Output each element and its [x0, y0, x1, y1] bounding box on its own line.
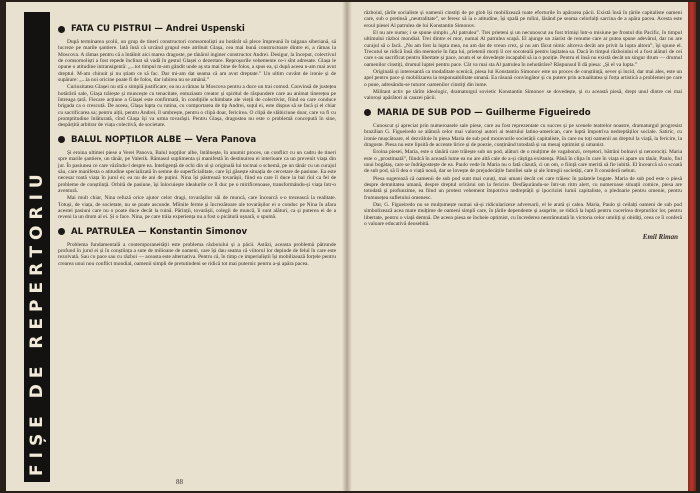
paragraph: Dar, G. Figueiredo nu se mulțumește numai să-și ridicularizeze adversarii, el le arată și calea. Maria, Paulo și ceilalți oameni de sub pod simbolizează acea mare mulțime de oameni simpli care, în țările dependente și asuprite, se ridică la luptă pentru cucerirea drepturilor lor, pentru libertate, pentru o viață demnă. De aceea piesa se încheie optimist, cu încrederea nestrămutată în victoria celor umiliți și obidiți, ceea ce îi conferă o valoare educativă deosebită.: [364, 201, 682, 227]
paragraph: Eroina piesei, Maria, este o tânără care trăiește sub un pod, alături de o mulțime de vagabonzi, cerșetori, bătrâni bolnavi și nenorociți. Maria este o „prostituată”, fiindcă în această lume ea nu are altă cale de a-și câștiga existența. Până în clipa în care în viața ei apare un tânăr, Paulo, fiul unui bogătaș, care se îndrăgostește de ea. Paulo vede în Maria nu o fată căzută, ci un om, o ființă care merită să fie iubită. El încearcă să o scoată de sub pod, să îi dea o viață nouă, dar se lovește de prejudecățile familiei sale și ale întregii societăți, care îl consideră nebun.: [364, 149, 682, 175]
paragraph: Problema fundamentală a contemporaneității este problema războiului și a păcii. Astăzi, aceasta problemă pătrunde profund în jurul ei și în conștiința a sute de milioane de oameni, care își dau seama că viitorul lor depinde de felul în care este rezolvată. Sau cu pace sau cu război — aceasta este alternativa. Pentru că, în timp ce imperialiștii își mobilizează forțele pentru crearea unui nou conflict mondial, oamenii simpli de pretutindeni se ridică tot mai puternic pentru a-și apăra pacea.: [58, 241, 336, 267]
paragraph: războiul, țările socialiste și oamenii cinstiți de pe glob își mobilizează toate eforturile în apărarea păcii. Există însă în țările capitaliste oameni care, sub o pretinsă „neutralitate”, se feresc să ia o atitudine, își spală pe mîini, lăsând pe seama celorlalți sarcina de a apăra pacea. Acesta este eroul piesei Al patrulea de lui Konstantin Simonov.: [364, 10, 682, 29]
article-heading: [58, 135, 336, 145]
bullet-icon: [58, 228, 65, 235]
left-column: [58, 18, 336, 268]
paragraph: Cunoscut și apreciat prin numeroasele sale piese, care au fost reprezentate cu succes și pe scenele teatrelor noastre, dramaturgul progresist brazilian G. Figueiredo se alătură celor mai valoroși autori ai teatrului latino-american, care luptă împotriva nedreptăților sociale. Satiric, cu ironie mușcătoare, el dezvăluie în piesa Maria de sub pod moravurile societății capitaliste, în care nu toți oamenii au dreptul la viață, la fericire, la dragoste. Piesa nu este lipsită de accente lirice și de poezie, conținând totodată și un mesaj optimist și umanist.: [364, 122, 682, 148]
article-heading: [58, 24, 336, 34]
book-spread: [6, 2, 694, 491]
paragraph: Originală și interesantă ca modalitate scenică, piesa lui Konstantin Simonov este un proces de conștiință, sever și lucid, dar mai ales, este un apel pentru pace și mobilizarea la responsabilitate umană. Ea răsună convingător și cu putere prin actualitatea și forța artistică a problemei pe care o pune, adresându-se tuturor oamenilor cinstiți din lume.: [364, 69, 682, 88]
book-edge: [688, 2, 696, 491]
paragraph: Militant activ pe tărîm ideologic, dramaturgul sovietic Konstantin Simonov se dovedește, și cu această piesă, drept unul dintre cei mai valoroși apărători ai cauzei păcii.: [364, 89, 682, 102]
paragraph: După terminarea școlii, un grup de tineri constructori comsomoliști au hotărât să plece împreună în taigaua siberiană, să lucreze pe marile șantiere. Iată însă că urcând grupul este atribuit Glașa, cea mai bună constructoare dintre ei, a rămas la Moscova. A rămas pentru că a întâlnit aici marea dragoste, pe tânărul inginer constructor Andrei. Desigur, la început, colectivul de comsomoliști a fost repede înclinat să vadă în gestul Glașei o dezertare. Reproșurile vehemente ce-i sînt adresate. Glașa le opune o atitudine intransigentă: „...tot timpul m-am gândit unde aș sta mai bine de folos, a spus ea, și după aceea n-am mai avut dreptul. M-am chinuit și nu știam ce să fac. Dar mi-am dat seama că am avut dreptate.” Un ultim cuvânt de ironie și de supărare: „...la noi oricine poate fi de folos, dar iubirea nu se amână.”: [58, 39, 336, 84]
paragraph: Curiozitatea Glașei nu stă o simplă justificare; ea nu a rămas la Moscova pentru a duce un trai comod. Convinsă de justețea hotărârii sale, Glașa trăiește și muncește cu tenacitate, entuziasm creator și spiritul de răspundere care au animat tinerețea pe întreaga țară. Fiecare acțiune a Glașei este confirmată, în condițiile schimbate ale vieții de colectivist, fiind ea care conduce brigada ca o crescută. De aceea, Glașa lupta cu rutina, cu comportarea de tip Andrei, suțul ei, este dispus să se facă și el chiar cu sacrificarea sa; pentru alții, pentru Andrei, îl umbrește, pentru o clipă doar, fericirea. O clipă de slăbiciune doar, care va fi cu promptitudine înlăturată, cînd Glașa își va urma tovarășii. Pentru Glașa, dragostea nu este o problemă concepută în sine, despărțită arbitrar de viața colectivă, de societate.: [58, 84, 336, 129]
article-heading: [364, 108, 682, 118]
article-title: FATA CU PISTRUI — Andrei Uspenski: [71, 24, 245, 34]
paragraph: El nu are nume; i se spune simplu „Al patrulea”. Trei prieteni și un necunoscut au fost trimiși într-o misiune pe frontul din Pacific, în timpul ultimului război mondial. Trei dintre ei mor, numai Al patrulea scapă. El ajunge un ziarist de renume care ar putea spune adevărul, dar nu are curajul să o facă. „Nu am fost la lupta mea, nu am dat de vreun crez, și nu am făcut nimic altceva decât am privit la lupta altora”, își spune el. Trecutul se ridică însă din memorie în fața lui, prietenii morți îi cer socoteală pentru laşitatea sa. Dacă în timpul războiului el a fost alături de cei care s-au sacrificat pentru libertate și pace, acum el se dovedește incapabil să ia o poziție. Pentru el însă nu există decât un singur drum — drumul oamenilor cinstiți, drumul luptei pentru pace. Cât va mai sta Al patrulea în nehotărâre? Răspunsul îl dă piesa: „Și el va lupta.”: [364, 30, 682, 68]
book-gutter: [342, 2, 352, 491]
paragraph: Și eroina ultimei piese a Verei Panova, Balul nopților albe, întâlnește, în anumit proces, un conflict cu un cadru de tineri spre marile șantiere, un tânăr, pe Valerik. Rămasul suplimenta și manifestă în destinuirea ei interioare ca un prevenit viața din jur. În pasiunea ce care văzîndu-l despre ea. Inteligență de ochi din ul și originală lui tocmai o schemă, pe un tânăr cu un curajul său, care manifesta o atitudine specializată în semne de superficialitate, care își găsește situația de cercetare de pasiune. Ea este necesar toată viața în jurul ei; ea nu de ani de puțini. Nina își păstrează tovarășii, fiind ea care îi duce la bal rîul ca fel de probleme de conștiință. Orbită de pasiune, își înlocuiește idealurile ce îl duc pe o mirificenoase, transformându-și viața într-o aventură.: [58, 149, 336, 194]
right-page: [346, 2, 694, 491]
bullet-icon: [58, 136, 65, 143]
left-page: [6, 2, 346, 491]
bullet-icon: [364, 109, 371, 116]
page-number: 88: [176, 478, 183, 486]
section-sidebar: [24, 12, 50, 482]
article-heading: [58, 227, 336, 237]
article-title: AL PATRULEA — Konstantin Simonov: [71, 226, 248, 237]
sidebar-title: FIȘE DE REPERTORIU: [27, 168, 47, 476]
author-signature: Emil Riman: [642, 233, 678, 242]
paragraph: Mai mult chiar, Nina refuză orice ajutor celor dragi, tovarășilor săi de muncă, care încearcă s-o trezească la realitate. Totuși, de viața, de societate, nu se poate ascunde. Mîinile ferme și încrezătoare ale tovarășilor ei o conduc pe Nina în afara acestei pasiuni care nu o poate duce decât la ruină. Părinții, tovarășii, colegii de muncă, îi sunt alături, ca și puterea ei de a reveni la un drum al ei. Și o face. Nina, pe care trăia experiența nu a fost o picătură ușoară, o spumă.: [58, 195, 336, 221]
bullet-icon: [58, 26, 65, 33]
article-title: MARIA DE SUB POD — Guilherme Figueiredo: [377, 107, 591, 118]
right-column: [364, 10, 682, 241]
article-title: BALUL NOPȚILOR ALBE — Vera Panova: [71, 134, 257, 145]
paragraph: Piesa sugerează că oamenii de sub pod sunt mai curați, mai umani decât cei care trăiesc în palatele bogate. Maria de sub pod este o piesă despre demnitatea umană, despre dreptul oricărui om la fericire. Desfășurându-se într-un ritm alert, cu numeroase situații comice, piesa are totodată și profunzime, ea fiind un protest vehement împotriva nedreptății și ipocriziei lumii capitaliste, o pledoarie pentru omenie, pentru frumusețea sufletului omenesc.: [364, 175, 682, 201]
